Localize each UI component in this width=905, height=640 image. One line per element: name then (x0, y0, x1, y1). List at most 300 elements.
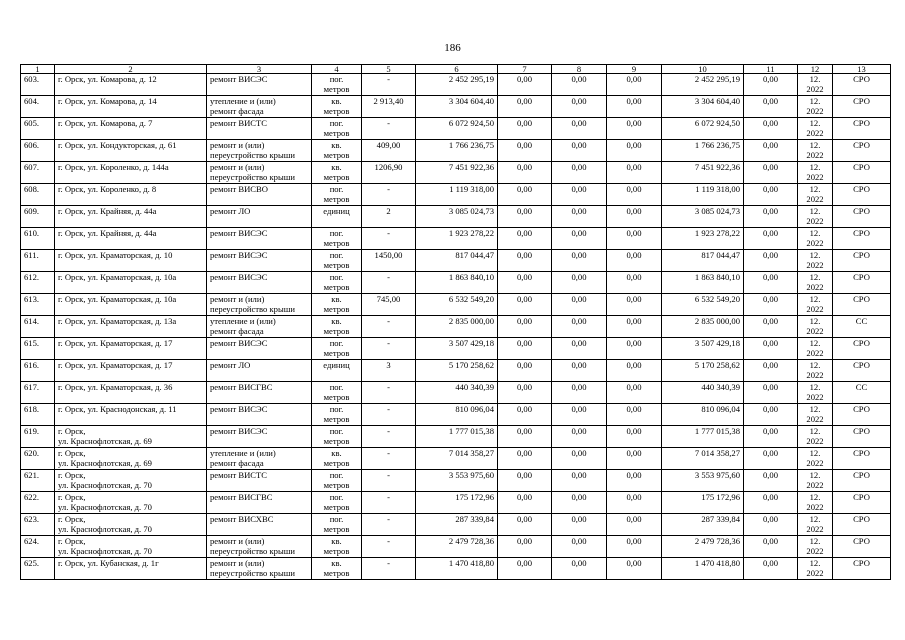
fund-local-cell: 0,00 (607, 118, 662, 140)
work-type-cell (207, 382, 312, 404)
work-type-cell (207, 74, 312, 96)
address-cell-line: г. Орск, ул. Краматорская, д. 10 (58, 250, 173, 260)
unit-cell-line: пог. (329, 338, 344, 348)
work-type-cell-line: ремонт ВИСЭС (210, 338, 268, 348)
fund-local-cell: 0,00 (607, 74, 662, 96)
fund-local-cell: 0,00 (607, 360, 662, 382)
work-type-cell-line: утепление и (или) (210, 316, 276, 326)
fund-local-cell: 0,00 (607, 250, 662, 272)
work-type-cell (207, 206, 312, 228)
work-type-cell-line: ремонт ВИСЭС (210, 250, 268, 260)
fund-regional-cell: 0,00 (552, 250, 607, 272)
volume-cell: - (362, 74, 416, 96)
row-number: 612. (21, 272, 55, 294)
deadline-cell-line: 12. (809, 558, 821, 568)
deadline-cell (798, 316, 833, 338)
deadline-cell (798, 404, 833, 426)
fund-local-cell: 0,00 (607, 470, 662, 492)
fund-federal-cell: 0,00 (498, 74, 552, 96)
fund-federal-cell: 0,00 (498, 96, 552, 118)
unit-cell (312, 404, 362, 426)
fund-federal-cell: 0,00 (498, 118, 552, 140)
unit-cell-line: кв. (331, 294, 342, 304)
column-header-6: 6 (416, 65, 498, 74)
address-cell (55, 228, 207, 250)
fund-regional-cell: 0,00 (552, 470, 607, 492)
total-cost-cell: 1 119 318,00 (416, 184, 498, 206)
address-cell (55, 470, 207, 492)
volume-cell: 2 913,40 (362, 96, 416, 118)
unit-cell (312, 448, 362, 470)
table-row (21, 514, 891, 536)
unit-cell-line: пог. (329, 404, 344, 414)
deadline-cell (798, 492, 833, 514)
volume-cell: - (362, 404, 416, 426)
deadline-cell-line: 12. (809, 536, 821, 546)
address-cell-line: г. Орск, ул. Краматорская, д. 17 (58, 360, 173, 370)
works-table (20, 64, 891, 580)
volume-cell: 1206,90 (362, 162, 416, 184)
volume-cell: - (362, 448, 416, 470)
deadline-cell (798, 184, 833, 206)
unit-cell-line: пог. (329, 184, 344, 194)
unit-cell-line: кв. (331, 558, 342, 568)
fund-regional-cell: 0,00 (552, 184, 607, 206)
address-cell-line: г. Орск, ул. Кубанская, д. 1г (58, 558, 159, 568)
work-type-cell-line: переустройство крыши (210, 150, 295, 161)
fund-local-cell: 0,00 (607, 382, 662, 404)
address-cell-line: ул. Краснофлотская, д. 70 (58, 502, 152, 513)
fund-other-cell: 0,00 (744, 448, 798, 470)
unit-cell-line: пог. (329, 492, 344, 502)
unit-cell-line: кв. (331, 448, 342, 458)
address-cell (55, 184, 207, 206)
address-cell (55, 140, 207, 162)
volume-cell: - (362, 470, 416, 492)
unit-cell-line: пог. (329, 272, 344, 282)
unit-cell (312, 250, 362, 272)
unit-cell-line: пог. (329, 426, 344, 436)
address-cell-line: ул. Краснофлотская, д. 69 (58, 458, 152, 469)
table-row (21, 272, 891, 294)
volume-cell: 745,00 (362, 294, 416, 316)
fund-federal-cell: 0,00 (498, 140, 552, 162)
row-number: 624. (21, 536, 55, 558)
unit-cell-line: метров (323, 568, 350, 579)
address-cell (55, 360, 207, 382)
work-type-cell-line: ремонт и (или) (210, 558, 265, 568)
deadline-cell-line: 12. (809, 448, 821, 458)
fund-other-cell: 0,00 (744, 118, 798, 140)
address-cell (55, 316, 207, 338)
unit-cell-line: кв. (331, 536, 342, 546)
deadline-cell-line: 2022 (806, 436, 824, 447)
address-cell (55, 118, 207, 140)
unit-cell (312, 74, 362, 96)
fund-other-cell: 0,00 (744, 382, 798, 404)
fund-owners-cell: 810 096,04 (662, 404, 744, 426)
fund-regional-cell: 0,00 (552, 316, 607, 338)
fund-owners-cell: 440 340,39 (662, 382, 744, 404)
work-type-cell (207, 294, 312, 316)
address-cell-line: г. Орск, ул. Крайняя, д. 44а (58, 228, 157, 238)
method-cell: СРО (833, 448, 891, 470)
address-cell (55, 382, 207, 404)
fund-federal-cell: 0,00 (498, 206, 552, 228)
column-header-3: 3 (207, 65, 312, 74)
work-type-cell-line: утепление и (или) (210, 96, 276, 106)
unit-cell (312, 470, 362, 492)
unit-cell (312, 492, 362, 514)
work-type-cell-line: переустройство крыши (210, 304, 295, 315)
fund-local-cell: 0,00 (607, 294, 662, 316)
method-cell: СРО (833, 360, 891, 382)
deadline-cell-line: 12. (809, 404, 821, 414)
deadline-cell-line: 2022 (806, 370, 824, 381)
deadline-cell-line: 12. (809, 514, 821, 524)
deadline-cell (798, 118, 833, 140)
method-cell: СРО (833, 250, 891, 272)
deadline-cell-line: 2022 (806, 326, 824, 337)
deadline-cell-line: 12. (809, 250, 821, 260)
table-row (21, 74, 891, 96)
fund-regional-cell: 0,00 (552, 206, 607, 228)
deadline-cell-line: 2022 (806, 260, 824, 271)
deadline-cell-line: 12. (809, 206, 821, 216)
fund-federal-cell: 0,00 (498, 294, 552, 316)
work-type-cell (207, 118, 312, 140)
column-header-12: 12 (798, 65, 833, 74)
deadline-cell-line: 2022 (806, 172, 824, 183)
fund-other-cell: 0,00 (744, 184, 798, 206)
method-cell: СРО (833, 96, 891, 118)
total-cost-cell: 175 172,96 (416, 492, 498, 514)
fund-federal-cell: 0,00 (498, 338, 552, 360)
row-number: 610. (21, 228, 55, 250)
fund-regional-cell: 0,00 (552, 514, 607, 536)
fund-owners-cell: 2 479 728,36 (662, 536, 744, 558)
work-type-cell-line: ремонт ВИСГВС (210, 492, 273, 502)
volume-cell: - (362, 558, 416, 580)
work-type-cell (207, 404, 312, 426)
work-type-cell (207, 250, 312, 272)
fund-owners-cell: 817 044,47 (662, 250, 744, 272)
deadline-cell-line: 2022 (806, 524, 824, 535)
table-row (21, 404, 891, 426)
fund-owners-cell: 287 339,84 (662, 514, 744, 536)
fund-local-cell: 0,00 (607, 140, 662, 162)
row-number: 613. (21, 294, 55, 316)
address-cell (55, 426, 207, 448)
table-row (21, 118, 891, 140)
fund-regional-cell: 0,00 (552, 404, 607, 426)
deadline-cell (798, 272, 833, 294)
work-type-cell-line: ремонт ВИСГВС (210, 382, 273, 392)
fund-local-cell: 0,00 (607, 272, 662, 294)
row-number: 605. (21, 118, 55, 140)
volume-cell: - (362, 426, 416, 448)
fund-other-cell: 0,00 (744, 140, 798, 162)
deadline-cell (798, 558, 833, 580)
work-type-cell-line: ремонт и (или) (210, 140, 265, 150)
address-cell (55, 536, 207, 558)
total-cost-cell: 1 766 236,75 (416, 140, 498, 162)
address-cell (55, 250, 207, 272)
work-type-cell-line: ремонт фасада (210, 326, 264, 337)
unit-cell (312, 184, 362, 206)
address-cell-line: ул. Краснофлотская, д. 70 (58, 524, 152, 535)
method-cell: СРО (833, 206, 891, 228)
unit-cell-line: пог. (329, 250, 344, 260)
work-type-cell-line: ремонт ВИСЭС (210, 426, 268, 436)
deadline-cell (798, 448, 833, 470)
address-cell-line: г. Орск, ул. Кондукторская, д. 61 (58, 140, 177, 150)
deadline-cell-line: 12. (809, 162, 821, 172)
work-type-cell-line: ремонт ЛО (210, 206, 251, 216)
total-cost-cell: 1 923 278,22 (416, 228, 498, 250)
fund-other-cell: 0,00 (744, 470, 798, 492)
unit-cell-line: метров (323, 414, 350, 425)
unit-cell-line: кв. (331, 316, 342, 326)
fund-regional-cell: 0,00 (552, 140, 607, 162)
work-type-cell (207, 448, 312, 470)
address-cell-line: г. Орск, ул. Краматорская, д. 10а (58, 272, 177, 282)
deadline-cell-line: 2022 (806, 238, 824, 249)
work-type-cell-line: ремонт ВИСЭС (210, 404, 268, 414)
row-number: 620. (21, 448, 55, 470)
fund-owners-cell: 1 863 840,10 (662, 272, 744, 294)
method-cell: СРО (833, 426, 891, 448)
volume-cell: - (362, 492, 416, 514)
volume-cell: 409,00 (362, 140, 416, 162)
row-number: 607. (21, 162, 55, 184)
deadline-cell (798, 74, 833, 96)
unit-cell (312, 118, 362, 140)
unit-cell (312, 360, 362, 382)
row-number: 603. (21, 74, 55, 96)
unit-cell-line: единиц (323, 360, 350, 370)
column-header-13: 13 (833, 65, 891, 74)
deadline-cell-line: 12. (809, 294, 821, 304)
fund-regional-cell: 0,00 (552, 294, 607, 316)
method-cell: СРО (833, 74, 891, 96)
work-type-cell-line: переустройство крыши (210, 568, 295, 579)
fund-other-cell: 0,00 (744, 404, 798, 426)
deadline-cell (798, 470, 833, 492)
deadline-cell-line: 12. (809, 140, 821, 150)
column-header-10: 10 (662, 65, 744, 74)
work-type-cell-line: ремонт ВИСЭС (210, 228, 268, 238)
row-number: 618. (21, 404, 55, 426)
column-header-1: 1 (21, 65, 55, 74)
address-cell-line: г. Орск, ул. Комарова, д. 7 (58, 118, 153, 128)
fund-federal-cell: 0,00 (498, 228, 552, 250)
fund-federal-cell: 0,00 (498, 470, 552, 492)
work-type-cell-line: ремонт ВИСТС (210, 470, 268, 480)
address-cell (55, 272, 207, 294)
deadline-cell (798, 140, 833, 162)
address-cell-line: г. Орск, ул. Краматорская, д. 17 (58, 338, 173, 348)
fund-federal-cell: 0,00 (498, 426, 552, 448)
method-cell: СРО (833, 514, 891, 536)
work-type-cell (207, 470, 312, 492)
fund-regional-cell: 0,00 (552, 162, 607, 184)
address-cell-line: г. Орск, ул. Краснодонская, д. 11 (58, 404, 177, 414)
table-row (21, 184, 891, 206)
total-cost-cell: 6 532 549,20 (416, 294, 498, 316)
work-type-cell-line: ремонт ВИСВО (210, 184, 268, 194)
work-type-cell (207, 492, 312, 514)
row-number: 625. (21, 558, 55, 580)
deadline-cell-line: 2022 (806, 480, 824, 491)
unit-cell-line: пог. (329, 228, 344, 238)
deadline-cell-line: 2022 (806, 502, 824, 513)
fund-other-cell: 0,00 (744, 294, 798, 316)
total-cost-cell: 2 479 728,36 (416, 536, 498, 558)
address-cell (55, 338, 207, 360)
unit-cell-line: метров (323, 392, 350, 403)
fund-other-cell: 0,00 (744, 514, 798, 536)
address-cell-line: ул. Краснофлотская, д. 70 (58, 546, 152, 557)
deadline-cell (798, 96, 833, 118)
fund-local-cell: 0,00 (607, 404, 662, 426)
table-row (21, 294, 891, 316)
address-cell-line: ул. Краснофлотская, д. 70 (58, 480, 152, 491)
total-cost-cell: 2 452 295,19 (416, 74, 498, 96)
fund-owners-cell: 7 451 922,36 (662, 162, 744, 184)
fund-federal-cell: 0,00 (498, 162, 552, 184)
table-row (21, 382, 891, 404)
total-cost-cell: 1 470 418,80 (416, 558, 498, 580)
unit-cell-line: метров (323, 128, 350, 139)
table-row (21, 206, 891, 228)
fund-regional-cell: 0,00 (552, 338, 607, 360)
address-cell (55, 448, 207, 470)
fund-federal-cell: 0,00 (498, 316, 552, 338)
volume-cell: 1450,00 (362, 250, 416, 272)
deadline-cell-line: 2022 (806, 216, 824, 227)
address-cell-line: г. Орск, (58, 492, 86, 502)
fund-regional-cell: 0,00 (552, 96, 607, 118)
deadline-cell (798, 162, 833, 184)
unit-cell (312, 514, 362, 536)
work-type-cell-line: ремонт ВИСЭС (210, 74, 268, 84)
unit-cell (312, 294, 362, 316)
method-cell: СРО (833, 162, 891, 184)
total-cost-cell: 3 085 024,73 (416, 206, 498, 228)
fund-local-cell: 0,00 (607, 228, 662, 250)
deadline-cell-line: 2022 (806, 348, 824, 359)
total-cost-cell: 1 863 840,10 (416, 272, 498, 294)
table-row (21, 426, 891, 448)
fund-owners-cell: 1 777 015,38 (662, 426, 744, 448)
address-cell-line: г. Орск, (58, 536, 86, 546)
deadline-cell (798, 360, 833, 382)
column-header-4: 4 (312, 65, 362, 74)
deadline-cell-line: 2022 (806, 458, 824, 469)
row-number: 608. (21, 184, 55, 206)
fund-owners-cell: 2 835 000,00 (662, 316, 744, 338)
work-type-cell-line: ремонт фасада (210, 106, 264, 117)
method-cell: СРО (833, 118, 891, 140)
fund-owners-cell: 2 452 295,19 (662, 74, 744, 96)
column-header-7: 7 (498, 65, 552, 74)
row-number: 619. (21, 426, 55, 448)
fund-federal-cell: 0,00 (498, 558, 552, 580)
unit-cell-line: метров (323, 282, 350, 293)
unit-cell-line: метров (323, 238, 350, 249)
deadline-cell-line: 12. (809, 316, 821, 326)
fund-regional-cell: 0,00 (552, 492, 607, 514)
method-cell: СРО (833, 536, 891, 558)
deadline-cell (798, 294, 833, 316)
work-type-cell (207, 360, 312, 382)
table-row (21, 316, 891, 338)
unit-cell-line: кв. (331, 162, 342, 172)
method-cell: СРО (833, 470, 891, 492)
fund-federal-cell: 0,00 (498, 360, 552, 382)
deadline-cell-line: 2022 (806, 282, 824, 293)
fund-local-cell: 0,00 (607, 492, 662, 514)
deadline-cell-line: 2022 (806, 414, 824, 425)
deadline-cell-line: 12. (809, 360, 821, 370)
address-cell-line: г. Орск, ул. Краматорская, д. 36 (58, 382, 173, 392)
volume-cell: - (362, 316, 416, 338)
row-number: 622. (21, 492, 55, 514)
deadline-cell-line: 2022 (806, 84, 824, 95)
fund-owners-cell: 7 014 358,27 (662, 448, 744, 470)
unit-cell (312, 536, 362, 558)
deadline-cell (798, 536, 833, 558)
work-type-cell-line: ремонт и (или) (210, 294, 265, 304)
fund-regional-cell: 0,00 (552, 118, 607, 140)
row-number: 611. (21, 250, 55, 272)
unit-cell (312, 272, 362, 294)
total-cost-cell: 3 553 975,60 (416, 470, 498, 492)
work-type-cell (207, 272, 312, 294)
work-type-cell (207, 228, 312, 250)
total-cost-cell: 7 014 358,27 (416, 448, 498, 470)
fund-owners-cell: 1 119 318,00 (662, 184, 744, 206)
unit-cell-line: метров (323, 524, 350, 535)
address-cell-line: г. Орск, ул. Комарова, д. 12 (58, 74, 157, 84)
unit-cell-line: кв. (331, 96, 342, 106)
fund-owners-cell: 3 304 604,40 (662, 96, 744, 118)
work-type-cell-line: ремонт и (или) (210, 162, 265, 172)
fund-owners-cell: 1 766 236,75 (662, 140, 744, 162)
work-type-cell-line: переустройство крыши (210, 172, 295, 183)
address-cell-line: ул. Краснофлотская, д. 69 (58, 436, 152, 447)
table-row (21, 492, 891, 514)
method-cell: СРО (833, 558, 891, 580)
address-cell (55, 206, 207, 228)
work-type-cell (207, 184, 312, 206)
row-number: 616. (21, 360, 55, 382)
fund-other-cell: 0,00 (744, 316, 798, 338)
fund-federal-cell: 0,00 (498, 184, 552, 206)
deadline-cell-line: 2022 (806, 194, 824, 205)
deadline-cell (798, 250, 833, 272)
fund-regional-cell: 0,00 (552, 448, 607, 470)
volume-cell: 2 (362, 206, 416, 228)
work-type-cell (207, 558, 312, 580)
unit-cell (312, 162, 362, 184)
fund-local-cell: 0,00 (607, 206, 662, 228)
work-type-cell (207, 536, 312, 558)
column-header-8: 8 (552, 65, 607, 74)
total-cost-cell: 3 507 429,18 (416, 338, 498, 360)
volume-cell: - (362, 228, 416, 250)
